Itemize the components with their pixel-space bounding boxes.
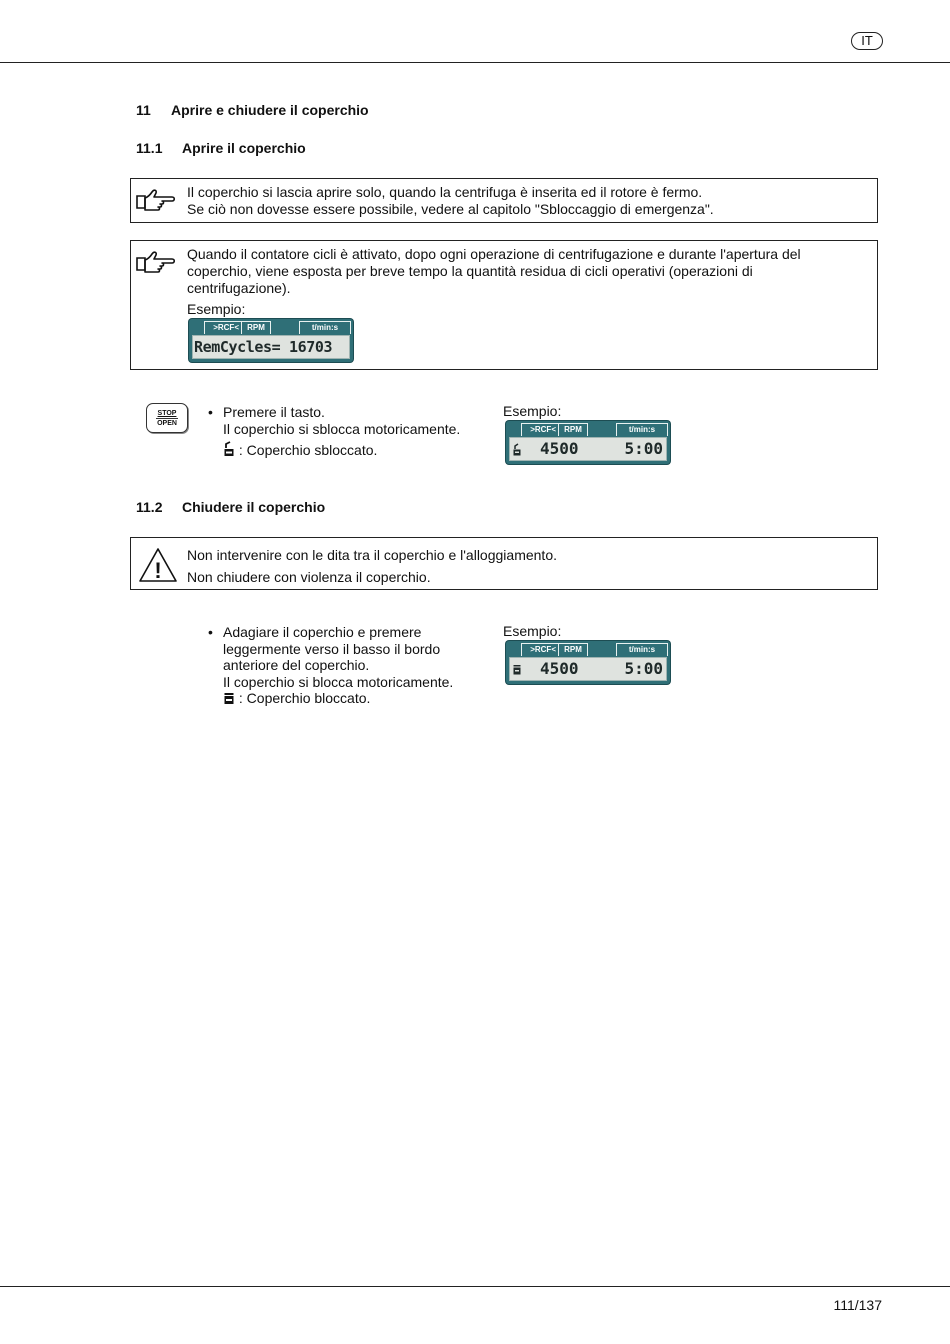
subsection-heading-open	[136, 140, 306, 156]
warning-triangle-icon	[138, 547, 178, 583]
step-line: anteriore del coperchio.	[223, 657, 370, 673]
bullet: •	[208, 404, 213, 420]
lid-unlocked-icon	[223, 441, 235, 457]
step-line: : Coperchio sbloccato.	[238, 442, 378, 458]
language-badge: IT	[851, 32, 883, 50]
note-box-cycle-counter	[130, 240, 878, 370]
step-line: Il coperchio si blocca motoricamente.	[223, 673, 454, 690]
section-title: Aprire e chiudere il coperchio	[171, 102, 369, 118]
step-line: Premere il tasto.	[223, 404, 325, 420]
note-line: Quando il contatore cicli è attivato, dopo ogni operazione di centrifugazione e durante l'apertura del	[187, 246, 801, 262]
footer-rule	[0, 1286, 950, 1287]
warning-symbol: !	[154, 558, 162, 583]
open-key-label: OPEN	[157, 420, 177, 427]
subsection-title: Aprire il coperchio	[182, 140, 306, 156]
lcd-tab-rcf: >RCF<	[521, 423, 559, 436]
subsection-number: 11.2	[136, 499, 163, 515]
section-heading	[136, 102, 369, 118]
lcd-locked-icon	[513, 664, 521, 675]
lid-locked-icon	[223, 691, 235, 705]
example-label: Esempio:	[187, 301, 246, 317]
note-line: coperchio, viene esposta per breve tempo la quantità residua di cicli operativi (operazioni di	[187, 263, 753, 279]
step-line: leggermente verso il basso il bordo	[223, 640, 441, 657]
lcd-screen	[509, 657, 667, 681]
subsection-number: 11.1	[136, 140, 163, 156]
pointing-hand-icon	[135, 186, 177, 214]
note-line: centrifugazione).	[187, 280, 291, 296]
warning-line: Non chiudere con violenza il coperchio.	[187, 569, 431, 585]
note-line: Se ciò non dovesse essere possibile, vedere al capitolo "Sbloccaggio di emergenza".	[187, 201, 714, 217]
header-rule	[0, 62, 950, 63]
lcd-unlocked-icon	[513, 443, 521, 456]
note-box-open-condition	[130, 178, 878, 223]
lcd-tab-rpm: RPM	[558, 423, 588, 436]
step-line: Il coperchio si sblocca motoricamente.	[223, 421, 461, 437]
bullet: •	[208, 624, 213, 640]
page-number: 111/137	[833, 1297, 882, 1313]
example-label: Esempio:	[503, 403, 562, 419]
lcd-time: 5:00	[624, 659, 663, 678]
stop-open-key	[146, 403, 188, 433]
stop-key-label: STOP	[157, 410, 177, 417]
lcd-screen	[509, 437, 667, 461]
lcd-time: 5:00	[624, 439, 663, 458]
step-line: : Coperchio bloccato.	[238, 690, 371, 706]
note-line: Il coperchio si lascia aprire solo, quando la centrifuga è inserita ed il rotore è fermo.	[187, 184, 703, 200]
step-line: Adagiare il coperchio e premere	[223, 624, 422, 640]
lcd-tab-rcf: >RCF<	[521, 643, 559, 656]
lcd-speed: 4500	[540, 439, 579, 458]
subsection-title: Chiudere il coperchio	[182, 499, 326, 515]
lcd-tab-time: t/min:s	[616, 423, 668, 436]
lcd-tab-rpm: RPM	[558, 643, 588, 656]
lcd-tab-time: t/min:s	[299, 321, 351, 334]
section-number: 11	[136, 102, 151, 118]
lcd-tab-rcf: >RCF<	[204, 321, 242, 334]
warning-line: Non intervenire con le dita tra il coperchio e l'alloggiamento.	[187, 547, 557, 563]
subsection-heading-close	[136, 499, 325, 515]
lcd-tab-time: t/min:s	[616, 643, 668, 656]
warning-box	[130, 537, 878, 590]
pointing-hand-icon	[135, 248, 177, 276]
open-step-text	[223, 404, 493, 459]
close-step-text	[223, 624, 493, 707]
lcd-display-remcycles	[189, 319, 353, 362]
example-label: Esempio:	[503, 623, 562, 639]
lcd-display-unlocked	[506, 421, 670, 464]
lcd-display-locked	[506, 641, 670, 684]
lcd-speed: 4500	[540, 659, 579, 678]
lcd-screen-text: RemCycles= 16703	[192, 335, 350, 359]
lcd-tab-rpm: RPM	[241, 321, 271, 334]
